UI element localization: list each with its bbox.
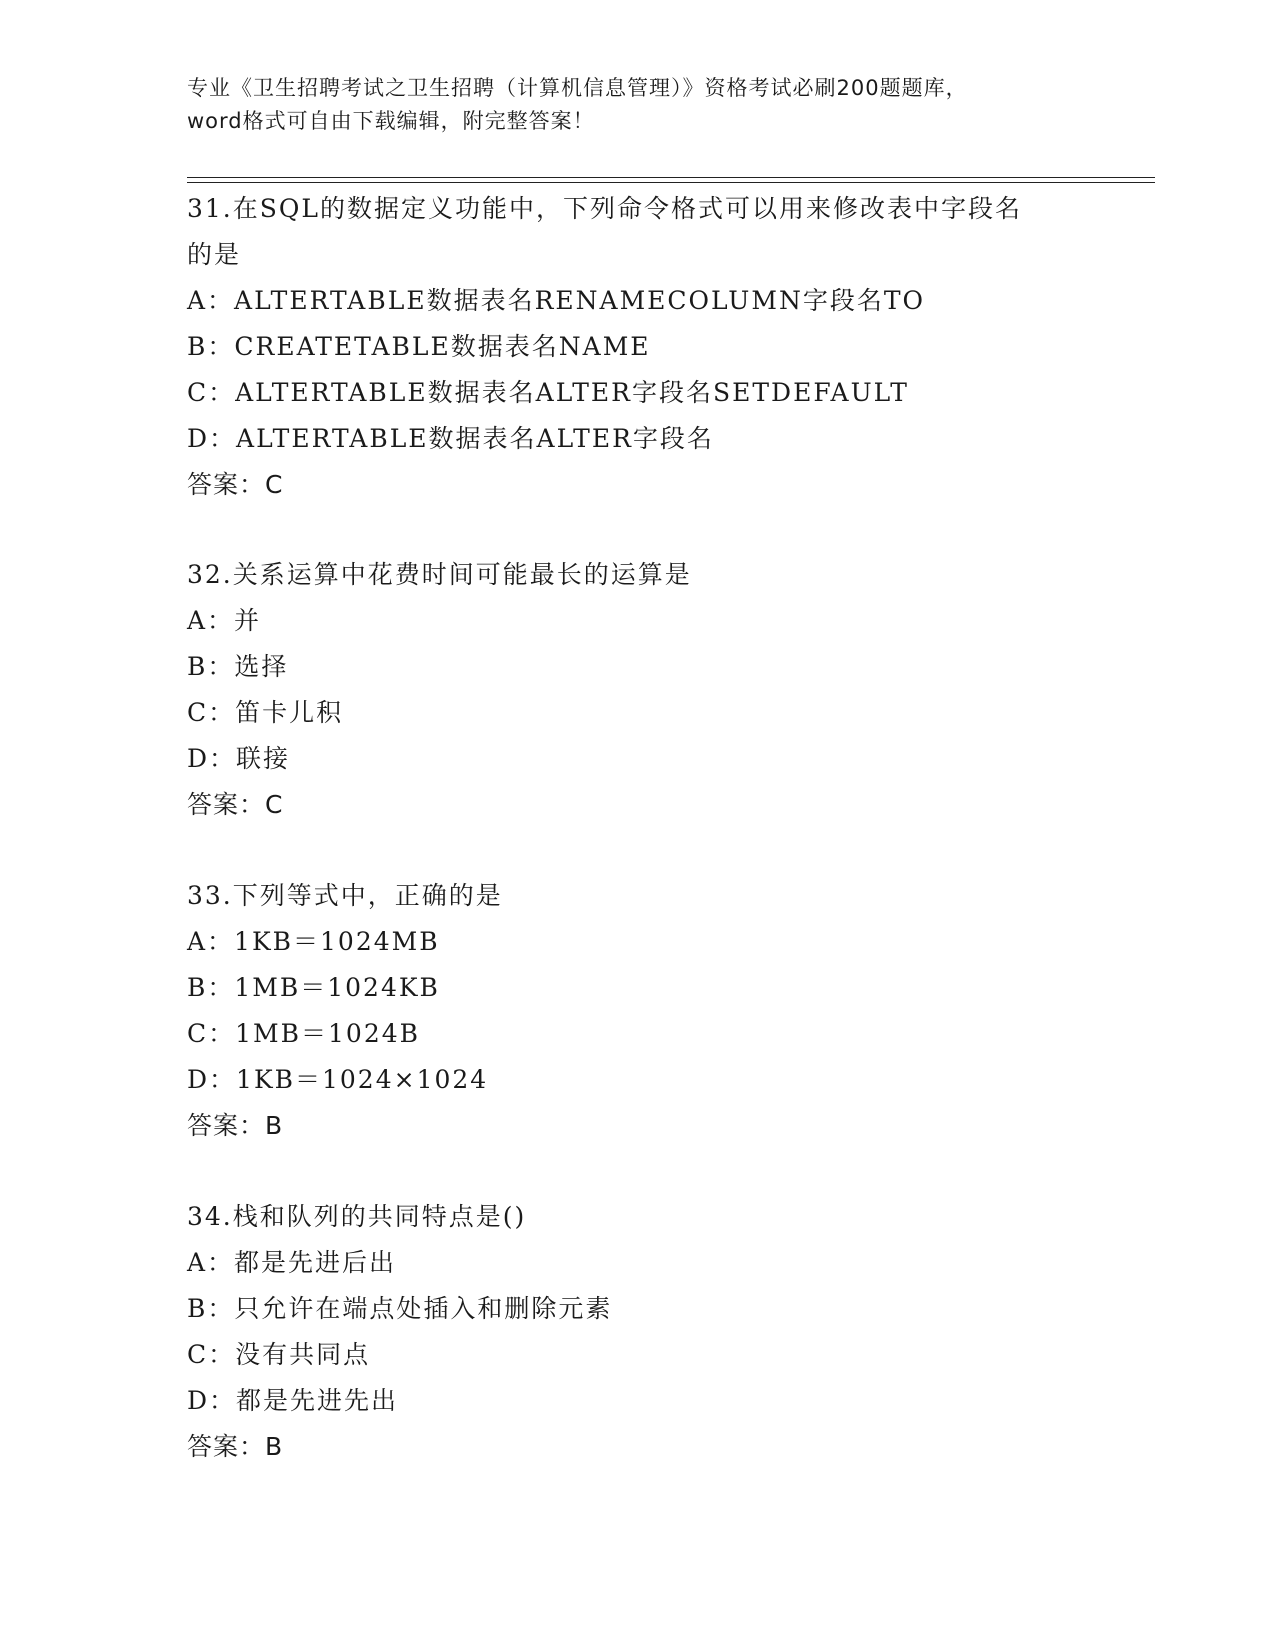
header-divider-top [187,177,1155,178]
header-divider-bottom [187,182,1155,183]
question-stem: 32.关系运算中花费时间可能最长的运算是 [187,560,692,589]
question-33 [187,873,1147,1149]
question-31 [187,186,1147,508]
question-34 [187,1194,1147,1470]
option-c: C：笛卡儿积 [187,698,344,727]
question-stem-continued: 的是 [187,240,242,269]
option-b: B：选择 [187,652,289,681]
document-header [187,72,1087,138]
option-c: C：1MB＝1024B [187,1019,420,1048]
answer: 答案：B [187,1111,284,1140]
option-a: A：ALTERTABLE数据表名RENAMECOLUMN字段名TO [187,286,925,315]
header-line-2: word格式可自由下载编辑，附完整答案！ [187,109,595,133]
option-c: C：ALTERTABLE数据表名ALTER字段名SETDEFAULT [187,378,909,407]
option-a: A：都是先进后出 [187,1248,397,1277]
question-32 [187,552,1147,828]
option-d: D：都是先进先出 [187,1386,399,1415]
header-line-1: 专业《卫生招聘考试之卫生招聘（计算机信息管理）》资格考试必刷200题题库， [187,76,968,100]
option-d: D：ALTERTABLE数据表名ALTER字段名 [187,424,714,453]
option-d: D：1KB＝1024×1024 [187,1065,489,1094]
question-stem: 34.栈和队列的共同特点是() [187,1202,527,1231]
option-c: C：没有共同点 [187,1340,371,1369]
question-stem: 33.下列等式中，正确的是 [187,881,503,910]
option-a: A：1KB＝1024MB [187,927,440,956]
answer: 答案：C [187,790,284,819]
option-b: B：1MB＝1024KB [187,973,440,1002]
question-stem: 31.在SQL的数据定义功能中，下列命令格式可以用来修改表中字段名 [187,194,1022,223]
option-b: B：CREATETABLE数据表名NAME [187,332,651,361]
option-b: B：只允许在端点处插入和删除元素 [187,1294,613,1323]
option-a: A：并 [187,606,262,635]
answer: 答案：B [187,1432,284,1461]
option-d: D：联接 [187,744,291,773]
answer: 答案：C [187,470,284,499]
